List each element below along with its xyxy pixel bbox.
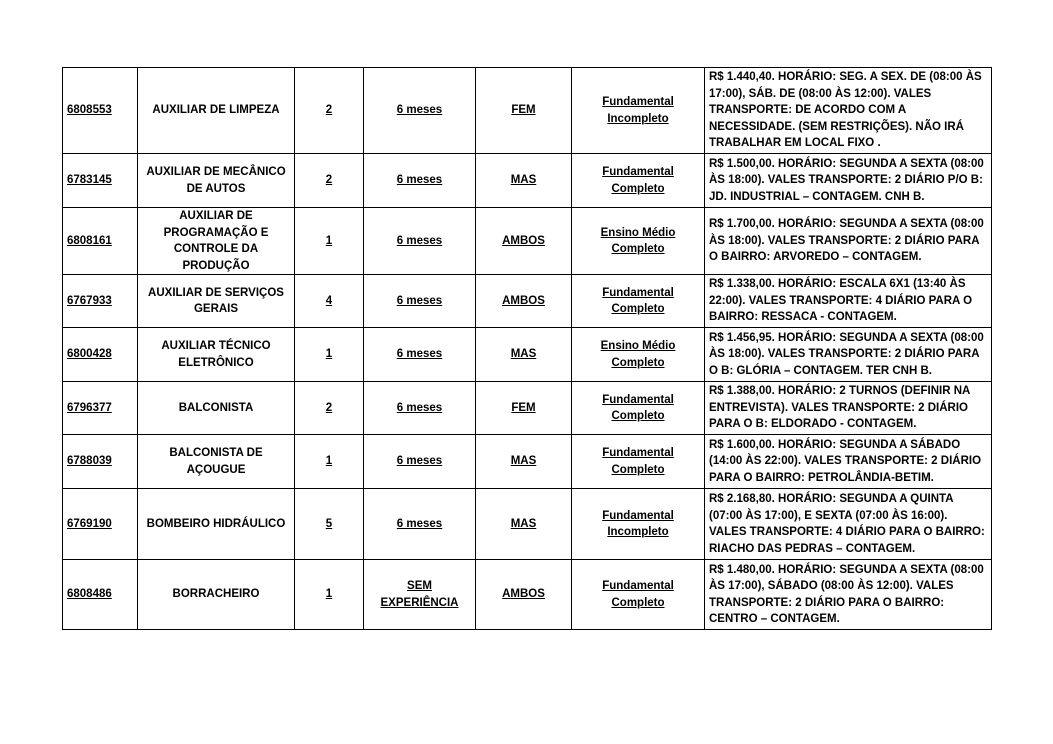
job-vacancies: 2 — [295, 154, 364, 208]
job-details: R$ 1.600,00. HORÁRIO: SEGUNDA A SÁBADO (14:00 ÀS 22:00). VALES TRANSPORTE: 2 DIÁRIO PARA O BAIRRO: PETROLÂNDIA-BETIM. — [705, 435, 992, 489]
job-title: BALCONISTA — [138, 382, 295, 435]
job-vacancies: 1 — [295, 328, 364, 382]
job-title: AUXILIAR DE PROGRAMAÇÃO E CONTROLE DA PRODUÇÃO — [138, 208, 295, 275]
job-details: R$ 1.440,40. HORÁRIO: SEG. A SEX. DE (08:00 ÀS 17:00), SÁB. DE (08:00 ÀS 12:00). VALES TRANSPORTE: DE ACORDO COM A NECESSIDADE. (SEM RESTRIÇÕES). NÃO IRÁ TRABALHAR EM LOCAL FIXO . — [705, 68, 992, 154]
job-gender: AMBOS — [476, 275, 572, 328]
job-vacancies: 1 — [295, 560, 364, 630]
job-title: AUXILIAR DE MECÂNICO DE AUTOS — [138, 154, 295, 208]
job-education: Fundamental Incompleto — [572, 68, 705, 154]
table-row — [63, 489, 992, 560]
job-experience: 6 meses — [364, 68, 476, 154]
job-education: Fundamental Completo — [572, 275, 705, 328]
job-code: 6769190 — [63, 489, 138, 560]
table-row — [63, 275, 992, 328]
job-details: R$ 1.456,95. HORÁRIO: SEGUNDA A SEXTA (08:00 ÀS 18:00). VALES TRANSPORTE: 2 DIÁRIO PARA O B: GLÓRIA – CONTAGEM. TER CNH B. — [705, 328, 992, 382]
job-details: R$ 1.500,00. HORÁRIO: SEGUNDA A SEXTA (08:00 ÀS 18:00). VALES TRANSPORTE: 2 DIÁRIO P/O B: JD. INDUSTRIAL – CONTAGEM. CNH B. — [705, 154, 992, 208]
job-title: AUXILIAR DE LIMPEZA — [138, 68, 295, 154]
job-code: 6796377 — [63, 382, 138, 435]
job-experience: SEM EXPERIÊNCIA — [364, 560, 476, 630]
job-experience: 6 meses — [364, 382, 476, 435]
job-title: AUXILIAR DE SERVIÇOS GERAIS — [138, 275, 295, 328]
job-education: Fundamental Completo — [572, 154, 705, 208]
job-gender: FEM — [476, 382, 572, 435]
job-experience: 6 meses — [364, 208, 476, 275]
job-gender: MAS — [476, 154, 572, 208]
job-gender: AMBOS — [476, 560, 572, 630]
job-education: Ensino Médio Completo — [572, 328, 705, 382]
job-details: R$ 1.700,00. HORÁRIO: SEGUNDA A SEXTA (08:00 ÀS 18:00). VALES TRANSPORTE: 2 DIÁRIO PARA O BAIRRO: ARVOREDO – CONTAGEM. — [705, 208, 992, 275]
table-row — [63, 68, 992, 154]
job-vacancies: 2 — [295, 68, 364, 154]
job-vacancies: 1 — [295, 435, 364, 489]
job-experience: 6 meses — [364, 154, 476, 208]
job-gender: MAS — [476, 328, 572, 382]
job-vacancies: 2 — [295, 382, 364, 435]
job-code: 6808161 — [63, 208, 138, 275]
table-row — [63, 382, 992, 435]
table-row — [63, 560, 992, 630]
job-code: 6800428 — [63, 328, 138, 382]
job-title: BALCONISTA DE AÇOUGUE — [138, 435, 295, 489]
job-vacancies: 5 — [295, 489, 364, 560]
job-experience: 6 meses — [364, 275, 476, 328]
job-vacancies: 4 — [295, 275, 364, 328]
table-row — [63, 208, 992, 275]
job-gender: MAS — [476, 489, 572, 560]
job-code: 6783145 — [63, 154, 138, 208]
table-row — [63, 435, 992, 489]
job-gender: MAS — [476, 435, 572, 489]
job-listings-table — [62, 67, 992, 630]
job-code: 6788039 — [63, 435, 138, 489]
job-details: R$ 1.388,00. HORÁRIO: 2 TURNOS (DEFINIR NA ENTREVISTA). VALES TRANSPORTE: 2 DIÁRIO PARA O B: ELDORADO - CONTAGEM. — [705, 382, 992, 435]
job-experience: 6 meses — [364, 328, 476, 382]
job-details: R$ 1.480,00. HORÁRIO: SEGUNDA A SEXTA (08:00 ÀS 17:00), SÁBADO (08:00 ÀS 12:00). VALES TRANSPORTE: 2 DIÁRIO PARA O BAIRRO: CENTRO – CONTAGEM. — [705, 560, 992, 630]
job-title: AUXILIAR TÉCNICO ELETRÔNICO — [138, 328, 295, 382]
table-row — [63, 328, 992, 382]
job-details: R$ 1.338,00. HORÁRIO: ESCALA 6X1 (13:40 ÀS 22:00). VALES TRANSPORTE: 4 DIÁRIO PARA O BAIRRO: RESSACA - CONTAGEM. — [705, 275, 992, 328]
job-details: R$ 2.168,80. HORÁRIO: SEGUNDA A QUINTA (07:00 ÀS 17:00), E SEXTA (07:00 ÀS 16:00). VALES TRANSPORTE: 4 DIÁRIO PARA O BAIRRO: RIACHO DAS PEDRAS – CONTAGEM. — [705, 489, 992, 560]
job-gender: FEM — [476, 68, 572, 154]
job-education: Fundamental Completo — [572, 435, 705, 489]
job-gender: AMBOS — [476, 208, 572, 275]
job-code: 6767933 — [63, 275, 138, 328]
job-title: BORRACHEIRO — [138, 560, 295, 630]
job-education: Fundamental Completo — [572, 382, 705, 435]
job-education: Fundamental Incompleto — [572, 489, 705, 560]
job-code: 6808553 — [63, 68, 138, 154]
job-code: 6808486 — [63, 560, 138, 630]
job-experience: 6 meses — [364, 435, 476, 489]
table-row — [63, 154, 992, 208]
job-education: Fundamental Completo — [572, 560, 705, 630]
job-title: BOMBEIRO HIDRÁULICO — [138, 489, 295, 560]
job-experience: 6 meses — [364, 489, 476, 560]
job-education: Ensino Médio Completo — [572, 208, 705, 275]
job-vacancies: 1 — [295, 208, 364, 275]
